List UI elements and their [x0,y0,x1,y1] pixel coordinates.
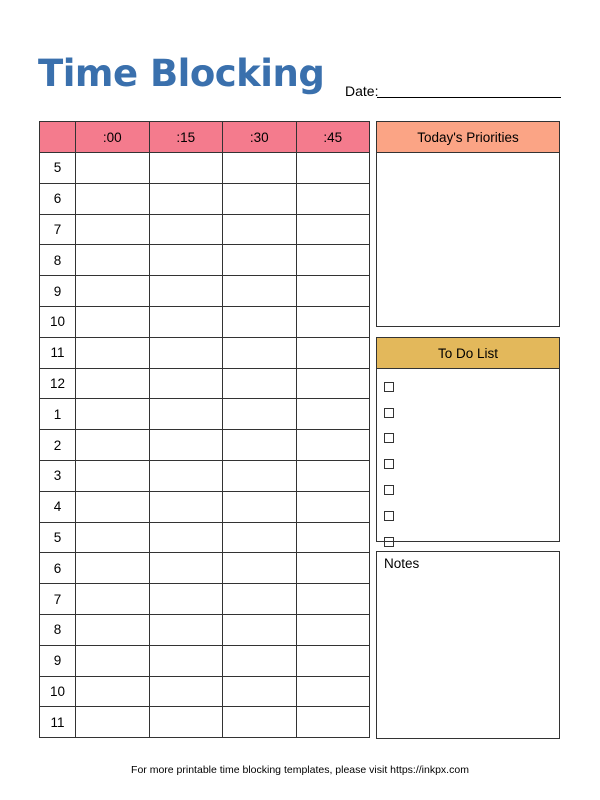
schedule-row [40,183,370,214]
hour-column-header [40,122,76,153]
todo-item [384,451,559,477]
time-slot-cell[interactable] [149,522,223,553]
todo-checkbox[interactable] [384,382,394,392]
time-slot-cell[interactable] [223,306,297,337]
todo-checkbox[interactable] [384,485,394,495]
time-slot-cell[interactable] [76,553,150,584]
time-slot-cell[interactable] [149,553,223,584]
time-slot-cell[interactable] [76,214,150,245]
time-slot-cell[interactable] [223,614,297,645]
schedule-row [40,306,370,337]
hour-label: 9 [40,645,76,676]
time-slot-cell[interactable] [76,460,150,491]
time-slot-cell[interactable] [76,399,150,430]
time-slot-cell[interactable] [149,276,223,307]
time-slot-cell[interactable] [149,183,223,214]
time-slot-cell[interactable] [223,183,297,214]
schedule-row [40,245,370,276]
time-slot-cell[interactable] [76,522,150,553]
time-slot-cell[interactable] [223,153,297,184]
time-slot-cell[interactable] [296,399,370,430]
time-slot-cell[interactable] [149,584,223,615]
schedule-row [40,645,370,676]
schedule-row [40,707,370,738]
time-slot-cell[interactable] [223,553,297,584]
time-slot-cell[interactable] [223,276,297,307]
time-slot-cell[interactable] [76,614,150,645]
schedule-row [40,522,370,553]
time-slot-cell[interactable] [223,676,297,707]
time-slot-cell[interactable] [223,214,297,245]
time-slot-cell[interactable] [296,676,370,707]
time-slot-cell[interactable] [149,245,223,276]
schedule-row [40,337,370,368]
time-slot-cell[interactable] [223,584,297,615]
hour-label: 7 [40,214,76,245]
time-slot-cell[interactable] [76,245,150,276]
time-slot-cell[interactable] [296,430,370,461]
time-slot-cell[interactable] [223,399,297,430]
time-slot-cell[interactable] [149,306,223,337]
time-slot-cell[interactable] [296,522,370,553]
time-slot-cell[interactable] [149,645,223,676]
time-slot-cell[interactable] [76,676,150,707]
hour-label: 3 [40,460,76,491]
time-slot-cell[interactable] [76,645,150,676]
time-slot-cell[interactable] [296,707,370,738]
minute-column-header: :30 [223,122,297,153]
todo-checkbox[interactable] [384,511,394,521]
time-slot-cell[interactable] [149,399,223,430]
time-slot-cell[interactable] [76,337,150,368]
time-slot-cell[interactable] [149,430,223,461]
schedule-row [40,460,370,491]
hour-label: 8 [40,245,76,276]
time-slot-cell[interactable] [149,368,223,399]
time-slot-cell[interactable] [76,153,150,184]
time-slot-cell[interactable] [296,645,370,676]
time-slot-cell[interactable] [149,153,223,184]
time-slot-cell[interactable] [296,214,370,245]
todo-checkbox[interactable] [384,408,394,418]
hour-label: 8 [40,614,76,645]
schedule-row [40,399,370,430]
hour-label: 1 [40,399,76,430]
hour-label: 6 [40,553,76,584]
time-slot-cell[interactable] [149,491,223,522]
date-label: Date: [345,83,379,99]
todo-panel [376,337,560,542]
hour-label: 4 [40,491,76,522]
time-slot-cell[interactable] [296,614,370,645]
hour-label: 10 [40,306,76,337]
time-slot-cell[interactable] [296,276,370,307]
time-slot-cell[interactable] [296,183,370,214]
date-field-line[interactable] [377,97,561,98]
minute-column-header: :15 [149,122,223,153]
schedule-row [40,614,370,645]
todo-checkbox[interactable] [384,433,394,443]
time-slot-cell[interactable] [149,460,223,491]
schedule-row [40,153,370,184]
time-slot-cell[interactable] [223,245,297,276]
time-slot-cell[interactable] [296,368,370,399]
hour-label: 10 [40,676,76,707]
hour-label: 9 [40,276,76,307]
time-slot-cell[interactable] [296,491,370,522]
schedule-row [40,491,370,522]
schedule-grid [39,121,370,738]
time-slot-cell[interactable] [296,584,370,615]
time-slot-cell[interactable] [76,276,150,307]
schedule-row [40,368,370,399]
schedule-row [40,553,370,584]
minute-column-header: :45 [296,122,370,153]
priorities-title: Today's Priorities [377,122,559,153]
time-slot-cell[interactable] [76,183,150,214]
todo-checkbox[interactable] [384,459,394,469]
time-slot-cell[interactable] [149,337,223,368]
time-slot-cell[interactable] [149,214,223,245]
footer-text: For more printable time blocking templates, please visit https://inkpx.com [131,764,469,776]
time-slot-cell[interactable] [296,553,370,584]
notes-title: Notes [384,556,420,571]
hour-label: 5 [40,522,76,553]
todo-title: To Do List [377,338,559,369]
time-slot-cell[interactable] [223,460,297,491]
todo-item [384,477,559,503]
hour-label: 7 [40,584,76,615]
time-slot-cell[interactable] [149,614,223,645]
schedule-header-row [40,122,370,153]
time-slot-cell[interactable] [296,306,370,337]
todo-checkbox[interactable] [384,537,394,547]
time-slot-cell[interactable] [76,491,150,522]
time-slot-cell[interactable] [223,707,297,738]
time-slot-cell[interactable] [223,491,297,522]
time-slot-cell[interactable] [296,153,370,184]
schedule-row [40,276,370,307]
time-slot-cell[interactable] [76,707,150,738]
notes-panel [376,551,560,739]
schedule-row [40,676,370,707]
time-slot-cell[interactable] [223,368,297,399]
time-slot-cell[interactable] [223,522,297,553]
hour-label: 11 [40,337,76,368]
hour-label: 6 [40,183,76,214]
hour-label: 5 [40,153,76,184]
schedule-row [40,214,370,245]
page-title: Time Blocking [38,52,325,95]
priorities-panel [376,121,560,327]
time-slot-cell[interactable] [149,707,223,738]
minute-column-header: :00 [76,122,150,153]
schedule-body [40,153,370,738]
hour-label: 12 [40,368,76,399]
time-slot-cell[interactable] [76,584,150,615]
time-slot-cell[interactable] [76,430,150,461]
time-slot-cell[interactable] [223,337,297,368]
hour-label: 11 [40,707,76,738]
time-slot-cell[interactable] [76,368,150,399]
todo-item [384,503,559,529]
schedule-row [40,430,370,461]
time-slot-cell[interactable] [76,306,150,337]
time-slot-cell[interactable] [296,337,370,368]
todo-list [377,369,559,555]
hour-label: 2 [40,430,76,461]
time-slot-cell[interactable] [223,430,297,461]
todo-item [384,400,559,426]
time-slot-cell[interactable] [296,245,370,276]
time-slot-cell[interactable] [296,460,370,491]
schedule-row [40,584,370,615]
todo-item [384,374,559,400]
todo-item [384,426,559,452]
time-slot-cell[interactable] [149,676,223,707]
time-slot-cell[interactable] [223,645,297,676]
